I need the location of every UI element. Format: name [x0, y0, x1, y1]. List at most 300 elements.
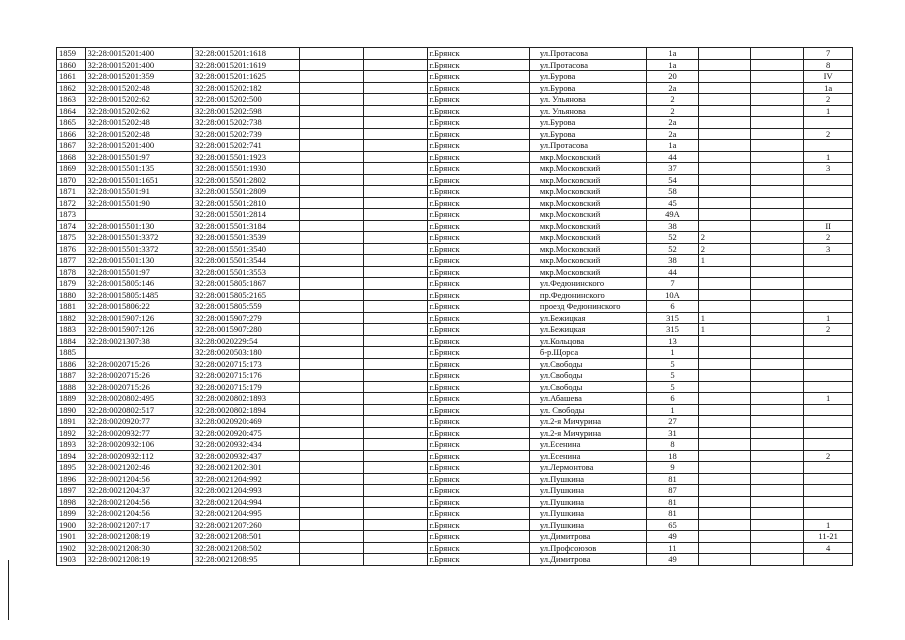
- row-number: 1873: [57, 209, 86, 221]
- apartment-number: 1а: [804, 82, 853, 94]
- empty-cell: [750, 462, 804, 474]
- source-cadastral-number: 32:28:0020715:26: [85, 370, 193, 382]
- street: ул.Протасова: [529, 59, 646, 71]
- city: г.Брянск: [427, 347, 529, 359]
- street: ул.Димитрова: [529, 531, 646, 543]
- house-number: 27: [647, 416, 699, 428]
- empty-cell: [750, 485, 804, 497]
- building-number: [698, 278, 750, 290]
- table-row: [57, 554, 853, 566]
- street: ул.Федюнинского: [529, 278, 646, 290]
- empty-cell: [750, 393, 804, 405]
- empty-cell: [364, 404, 427, 416]
- empty-cell: [750, 209, 804, 221]
- apartment-number: 2: [804, 324, 853, 336]
- building-number: 1: [698, 255, 750, 267]
- street: ул.Есенина: [529, 450, 646, 462]
- city: г.Брянск: [427, 94, 529, 106]
- empty-cell: [299, 232, 363, 244]
- registry-table-container: [56, 47, 853, 566]
- street: ул.Бежицкая: [529, 324, 646, 336]
- building-number: [698, 462, 750, 474]
- apartment-number: [804, 358, 853, 370]
- source-cadastral-number: 32:28:0015501:97: [85, 151, 193, 163]
- city: г.Брянск: [427, 370, 529, 382]
- cadastral-number: 32:28:0021204:995: [193, 508, 300, 520]
- empty-cell: [750, 335, 804, 347]
- city: г.Брянск: [427, 140, 529, 152]
- empty-cell: [299, 439, 363, 451]
- city: г.Брянск: [427, 59, 529, 71]
- apartment-number: [804, 347, 853, 359]
- source-cadastral-number: 32:28:0015805:1485: [85, 289, 193, 301]
- empty-cell: [364, 128, 427, 140]
- apartment-number: [804, 554, 853, 566]
- source-cadastral-number: 32:28:0015501:91: [85, 186, 193, 198]
- row-number: 1895: [57, 462, 86, 474]
- building-number: [698, 335, 750, 347]
- cadastral-number: 32:28:0015907:280: [193, 324, 300, 336]
- empty-cell: [299, 151, 363, 163]
- city: г.Брянск: [427, 335, 529, 347]
- street: ул.Пушкина: [529, 508, 646, 520]
- apartment-number: [804, 278, 853, 290]
- house-number: 315: [647, 324, 699, 336]
- house-number: 1: [647, 404, 699, 416]
- street: мкр.Московский: [529, 174, 646, 186]
- empty-cell: [364, 71, 427, 83]
- city: г.Брянск: [427, 531, 529, 543]
- table-row: [57, 450, 853, 462]
- source-cadastral-number: 32:28:0021204:37: [85, 485, 193, 497]
- table-row: [57, 531, 853, 543]
- empty-cell: [750, 48, 804, 60]
- empty-cell: [299, 312, 363, 324]
- empty-cell: [299, 301, 363, 313]
- street: проезд Федюнинского: [529, 301, 646, 313]
- empty-cell: [750, 186, 804, 198]
- row-number: 1900: [57, 519, 86, 531]
- city: г.Брянск: [427, 243, 529, 255]
- row-number: 1883: [57, 324, 86, 336]
- row-number: 1896: [57, 473, 86, 485]
- street: ул.Бурова: [529, 82, 646, 94]
- building-number: [698, 542, 750, 554]
- building-number: 1: [698, 324, 750, 336]
- cadastral-number: 32:28:0021208:501: [193, 531, 300, 543]
- cadastral-number: 32:28:0015202:738: [193, 117, 300, 129]
- row-number: 1890: [57, 404, 86, 416]
- house-number: 2: [647, 105, 699, 117]
- street: мкр.Московский: [529, 209, 646, 221]
- apartment-number: [804, 174, 853, 186]
- empty-cell: [750, 519, 804, 531]
- table-row: [57, 496, 853, 508]
- empty-cell: [364, 163, 427, 175]
- source-cadastral-number: 32:28:0021207:17: [85, 519, 193, 531]
- building-number: [698, 48, 750, 60]
- empty-cell: [364, 542, 427, 554]
- source-cadastral-number: 32:28:0015806:22: [85, 301, 193, 313]
- house-number: 18: [647, 450, 699, 462]
- cadastral-number: 32:28:0015501:3553: [193, 266, 300, 278]
- apartment-number: 2: [804, 94, 853, 106]
- city: г.Брянск: [427, 519, 529, 531]
- row-number: 1867: [57, 140, 86, 152]
- empty-cell: [299, 105, 363, 117]
- empty-cell: [364, 324, 427, 336]
- building-number: 1: [698, 312, 750, 324]
- row-number: 1880: [57, 289, 86, 301]
- empty-cell: [364, 301, 427, 313]
- building-number: [698, 59, 750, 71]
- cadastral-number: 32:28:0015805:559: [193, 301, 300, 313]
- city: г.Брянск: [427, 358, 529, 370]
- house-number: 31: [647, 427, 699, 439]
- empty-cell: [364, 243, 427, 255]
- table-row: [57, 105, 853, 117]
- city: г.Брянск: [427, 312, 529, 324]
- table-row: [57, 393, 853, 405]
- row-number: 1897: [57, 485, 86, 497]
- empty-cell: [364, 312, 427, 324]
- empty-cell: [299, 347, 363, 359]
- street: ул.Абашева: [529, 393, 646, 405]
- empty-cell: [364, 255, 427, 267]
- house-number: 10А: [647, 289, 699, 301]
- street: ул.Бурова: [529, 71, 646, 83]
- table-row: [57, 220, 853, 232]
- apartment-number: [804, 473, 853, 485]
- cadastral-number: 32:28:0020715:179: [193, 381, 300, 393]
- city: г.Брянск: [427, 174, 529, 186]
- building-number: [698, 347, 750, 359]
- street: ул.Бурова: [529, 117, 646, 129]
- city: г.Брянск: [427, 220, 529, 232]
- street: мкр.Московский: [529, 151, 646, 163]
- apartment-number: 1: [804, 393, 853, 405]
- empty-cell: [299, 128, 363, 140]
- empty-cell: [299, 266, 363, 278]
- house-number: 81: [647, 496, 699, 508]
- house-number: 2а: [647, 82, 699, 94]
- apartment-number: [804, 496, 853, 508]
- empty-cell: [750, 450, 804, 462]
- table-row: [57, 381, 853, 393]
- street: ул.Протасова: [529, 140, 646, 152]
- building-number: 2: [698, 232, 750, 244]
- cadastral-number: 32:28:0015201:1625: [193, 71, 300, 83]
- table-row: [57, 48, 853, 60]
- city: г.Брянск: [427, 105, 529, 117]
- building-number: [698, 186, 750, 198]
- empty-cell: [750, 381, 804, 393]
- cadastral-number: 32:28:0015202:598: [193, 105, 300, 117]
- house-number: 1а: [647, 59, 699, 71]
- empty-cell: [299, 519, 363, 531]
- city: г.Брянск: [427, 209, 529, 221]
- empty-cell: [750, 289, 804, 301]
- house-number: 5: [647, 381, 699, 393]
- street: ул.Лермонтова: [529, 462, 646, 474]
- source-cadastral-number: 32:28:0015501:3372: [85, 243, 193, 255]
- apartment-number: [804, 416, 853, 428]
- building-number: [698, 416, 750, 428]
- building-number: [698, 508, 750, 520]
- building-number: [698, 496, 750, 508]
- source-cadastral-number: 32:28:0021208:30: [85, 542, 193, 554]
- table-row: [57, 163, 853, 175]
- row-number: 1882: [57, 312, 86, 324]
- street: ул.Пушкина: [529, 496, 646, 508]
- house-number: 44: [647, 266, 699, 278]
- building-number: [698, 94, 750, 106]
- table-row: [57, 358, 853, 370]
- table-row: [57, 174, 853, 186]
- source-cadastral-number: 32:28:0015202:48: [85, 128, 193, 140]
- empty-cell: [364, 186, 427, 198]
- empty-cell: [364, 266, 427, 278]
- empty-cell: [364, 358, 427, 370]
- building-number: [698, 485, 750, 497]
- city: г.Брянск: [427, 496, 529, 508]
- table-row: [57, 71, 853, 83]
- apartment-number: [804, 289, 853, 301]
- street: мкр.Московский: [529, 232, 646, 244]
- empty-cell: [364, 94, 427, 106]
- city: г.Брянск: [427, 473, 529, 485]
- source-cadastral-number: 32:28:0021202:46: [85, 462, 193, 474]
- table-row: [57, 427, 853, 439]
- empty-cell: [750, 163, 804, 175]
- street: мкр.Московский: [529, 243, 646, 255]
- street: мкр.Московский: [529, 266, 646, 278]
- street: ул.Пушкина: [529, 519, 646, 531]
- table-row: [57, 473, 853, 485]
- street: мкр.Московский: [529, 163, 646, 175]
- empty-cell: [750, 266, 804, 278]
- street: мкр.Московский: [529, 186, 646, 198]
- city: г.Брянск: [427, 278, 529, 290]
- empty-cell: [750, 496, 804, 508]
- source-cadastral-number: 32:28:0021208:19: [85, 531, 193, 543]
- empty-cell: [750, 71, 804, 83]
- row-number: 1868: [57, 151, 86, 163]
- empty-cell: [364, 197, 427, 209]
- row-number: 1864: [57, 105, 86, 117]
- source-cadastral-number: 32:28:0015907:126: [85, 324, 193, 336]
- street: ул.2-я Мичурина: [529, 427, 646, 439]
- cadastral-number: 32:28:0015501:1930: [193, 163, 300, 175]
- building-number: [698, 140, 750, 152]
- apartment-number: IV: [804, 71, 853, 83]
- source-cadastral-number: 32:28:0015501:1651: [85, 174, 193, 186]
- row-number: 1861: [57, 71, 86, 83]
- source-cadastral-number: 32:28:0020715:26: [85, 358, 193, 370]
- source-cadastral-number: 32:28:0015201:359: [85, 71, 193, 83]
- cadastral-number: 32:28:0015201:1618: [193, 48, 300, 60]
- apartment-number: 4: [804, 542, 853, 554]
- city: г.Брянск: [427, 554, 529, 566]
- street: ул. Ульянова: [529, 94, 646, 106]
- table-row: [57, 335, 853, 347]
- empty-cell: [750, 255, 804, 267]
- house-number: 81: [647, 508, 699, 520]
- street: мкр.Московский: [529, 197, 646, 209]
- empty-cell: [364, 450, 427, 462]
- city: г.Брянск: [427, 427, 529, 439]
- empty-cell: [750, 554, 804, 566]
- empty-cell: [750, 243, 804, 255]
- table-row: [57, 209, 853, 221]
- empty-cell: [299, 289, 363, 301]
- source-cadastral-number: 32:28:0020802:517: [85, 404, 193, 416]
- empty-cell: [750, 347, 804, 359]
- street: ул.Кольцова: [529, 335, 646, 347]
- house-number: 7: [647, 278, 699, 290]
- empty-cell: [364, 473, 427, 485]
- apartment-number: [804, 255, 853, 267]
- cadastral-number: 32:28:0015805:2165: [193, 289, 300, 301]
- city: г.Брянск: [427, 186, 529, 198]
- row-number: 1870: [57, 174, 86, 186]
- empty-cell: [299, 450, 363, 462]
- empty-cell: [299, 531, 363, 543]
- house-number: 52: [647, 243, 699, 255]
- empty-cell: [364, 220, 427, 232]
- source-cadastral-number: 32:28:0015501:3372: [85, 232, 193, 244]
- apartment-number: 8: [804, 59, 853, 71]
- cadastral-number: 32:28:0021208:502: [193, 542, 300, 554]
- house-number: 2а: [647, 128, 699, 140]
- empty-cell: [364, 462, 427, 474]
- empty-cell: [750, 128, 804, 140]
- cadastral-number: 32:28:0015201:1619: [193, 59, 300, 71]
- street: ул.Пушкина: [529, 485, 646, 497]
- row-number: 1879: [57, 278, 86, 290]
- building-number: [698, 266, 750, 278]
- table-row: [57, 94, 853, 106]
- apartment-number: [804, 508, 853, 520]
- empty-cell: [364, 370, 427, 382]
- margin-line: [8, 560, 9, 620]
- street: пр.Федюнинского: [529, 289, 646, 301]
- empty-cell: [364, 232, 427, 244]
- source-cadastral-number: [85, 209, 193, 221]
- row-number: 1901: [57, 531, 86, 543]
- cadastral-number: 32:28:0021208:95: [193, 554, 300, 566]
- apartment-number: [804, 404, 853, 416]
- cadastral-number: 32:28:0020715:173: [193, 358, 300, 370]
- city: г.Брянск: [427, 542, 529, 554]
- cadastral-number: 32:28:0021204:994: [193, 496, 300, 508]
- empty-cell: [299, 94, 363, 106]
- building-number: 2: [698, 243, 750, 255]
- building-number: [698, 197, 750, 209]
- source-cadastral-number: 32:28:0020932:106: [85, 439, 193, 451]
- table-row: [57, 140, 853, 152]
- city: г.Брянск: [427, 462, 529, 474]
- apartment-number: 11-21: [804, 531, 853, 543]
- empty-cell: [364, 485, 427, 497]
- table-row: [57, 462, 853, 474]
- apartment-number: 1: [804, 151, 853, 163]
- apartment-number: [804, 197, 853, 209]
- city: г.Брянск: [427, 301, 529, 313]
- row-number: 1865: [57, 117, 86, 129]
- row-number: 1863: [57, 94, 86, 106]
- apartment-number: 1: [804, 312, 853, 324]
- row-number: 1887: [57, 370, 86, 382]
- table-row: [57, 485, 853, 497]
- building-number: [698, 554, 750, 566]
- empty-cell: [364, 531, 427, 543]
- apartment-number: 2: [804, 450, 853, 462]
- cadastral-number: 32:28:0015501:3184: [193, 220, 300, 232]
- source-cadastral-number: 32:28:0015202:62: [85, 94, 193, 106]
- building-number: [698, 220, 750, 232]
- empty-cell: [364, 416, 427, 428]
- apartment-number: 3: [804, 163, 853, 175]
- source-cadastral-number: 32:28:0015501:97: [85, 266, 193, 278]
- empty-cell: [750, 301, 804, 313]
- row-number: 1899: [57, 508, 86, 520]
- cadastral-number: 32:28:0015202:182: [193, 82, 300, 94]
- house-number: 8: [647, 439, 699, 451]
- row-number: 1885: [57, 347, 86, 359]
- empty-cell: [299, 186, 363, 198]
- house-number: 11: [647, 542, 699, 554]
- empty-cell: [299, 324, 363, 336]
- empty-cell: [364, 105, 427, 117]
- apartment-number: 2: [804, 232, 853, 244]
- table-row: [57, 324, 853, 336]
- city: г.Брянск: [427, 439, 529, 451]
- table-row: [57, 312, 853, 324]
- source-cadastral-number: 32:28:0021307:38: [85, 335, 193, 347]
- cadastral-number: 32:28:0020229:54: [193, 335, 300, 347]
- city: г.Брянск: [427, 151, 529, 163]
- source-cadastral-number: 32:28:0021208:19: [85, 554, 193, 566]
- empty-cell: [750, 531, 804, 543]
- cadastral-number: 32:28:0020503:180: [193, 347, 300, 359]
- cadastral-number: 32:28:0015501:2810: [193, 197, 300, 209]
- row-number: 1862: [57, 82, 86, 94]
- house-number: 13: [647, 335, 699, 347]
- apartment-number: [804, 427, 853, 439]
- source-cadastral-number: 32:28:0015805:146: [85, 278, 193, 290]
- city: г.Брянск: [427, 404, 529, 416]
- house-number: 1а: [647, 48, 699, 60]
- row-number: 1866: [57, 128, 86, 140]
- house-number: 38: [647, 220, 699, 232]
- empty-cell: [299, 404, 363, 416]
- house-number: 20: [647, 71, 699, 83]
- source-cadastral-number: 32:28:0015501:130: [85, 255, 193, 267]
- row-number: 1892: [57, 427, 86, 439]
- building-number: [698, 151, 750, 163]
- row-number: 1886: [57, 358, 86, 370]
- street: ул.2-я Мичурина: [529, 416, 646, 428]
- house-number: 315: [647, 312, 699, 324]
- empty-cell: [364, 381, 427, 393]
- street: ул.Свободы: [529, 381, 646, 393]
- empty-cell: [750, 324, 804, 336]
- cadastral-number: 32:28:0020932:434: [193, 439, 300, 451]
- empty-cell: [299, 554, 363, 566]
- empty-cell: [364, 151, 427, 163]
- building-number: [698, 289, 750, 301]
